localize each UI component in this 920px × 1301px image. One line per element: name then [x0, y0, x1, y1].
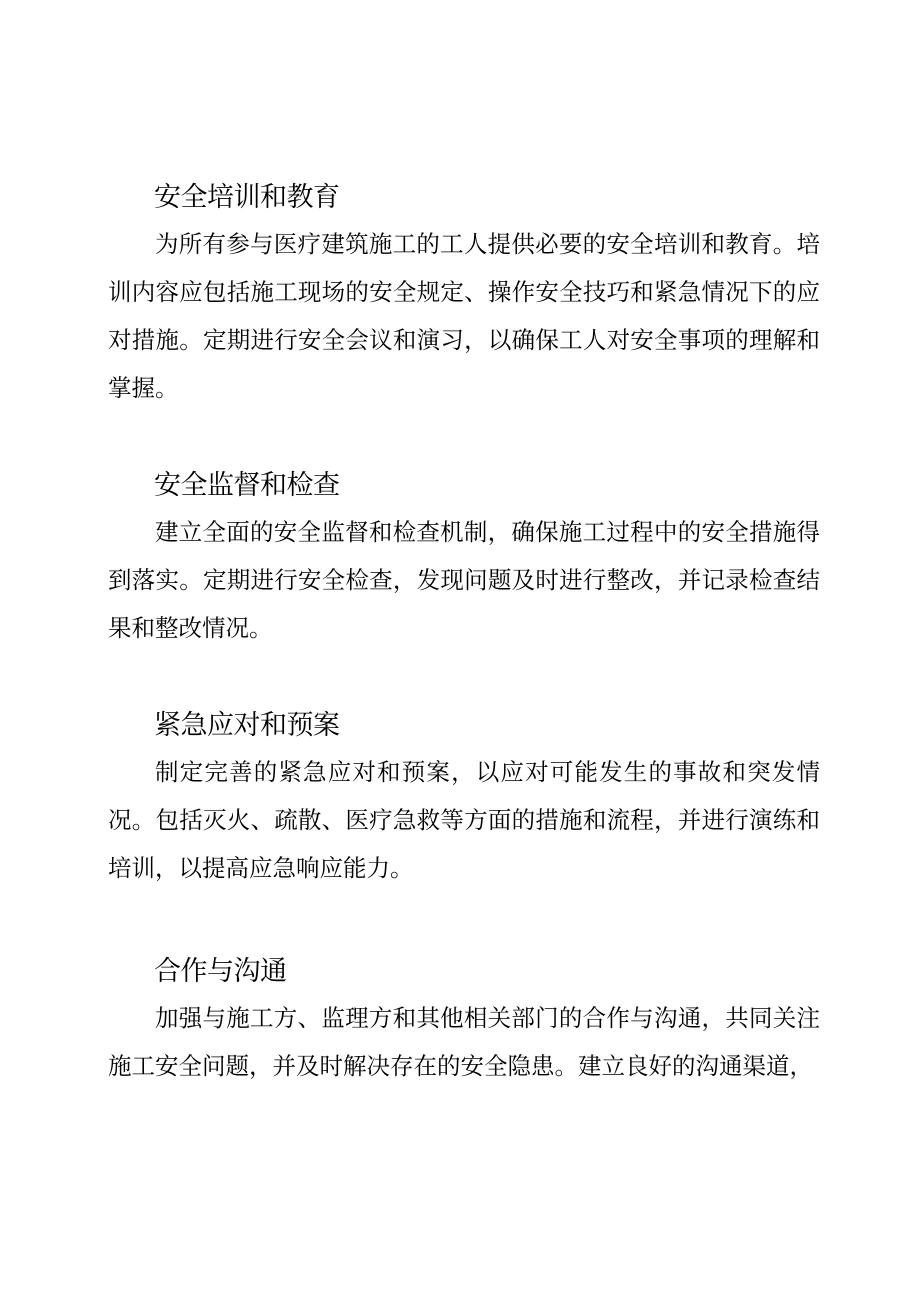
section-paragraph: 制定完善的紧急应对和预案，以应对可能发生的事故和突发情况。包括灭火、疏散、医疗急救等方面的措施和流程，并进行演练和培训，以提高应急响应能力。	[108, 758, 820, 882]
section-paragraph: 为所有参与医疗建筑施工的工人提供必要的安全培训和教育。培训内容应包括施工现场的安全规定、操作安全技巧和紧急情况下的应对措施。定期进行安全会议和演习，以确保工人对安全事项的理解和掌握。	[108, 230, 820, 402]
section-heading: 紧急应对和预案	[154, 710, 340, 741]
section-paragraph: 加强与施工方、监理方和其他相关部门的合作与沟通，共同关注施工安全问题，并及时解决存在的安全隐患。建立良好的沟通渠道，	[108, 1004, 820, 1080]
section-emergency-response	[108, 704, 820, 892]
section-heading: 合作与沟通	[154, 956, 287, 987]
section-safety-training	[108, 176, 820, 412]
section-safety-supervision	[108, 464, 820, 652]
section-heading: 安全培训和教育	[154, 182, 340, 213]
section-cooperation-communication	[108, 950, 820, 1090]
section-paragraph: 建立全面的安全监督和检查机制，确保施工过程中的安全措施得到落实。定期进行安全检查，发现问题及时进行整改，并记录检查结果和整改情况。	[108, 518, 820, 642]
section-heading: 安全监督和检查	[154, 470, 340, 501]
